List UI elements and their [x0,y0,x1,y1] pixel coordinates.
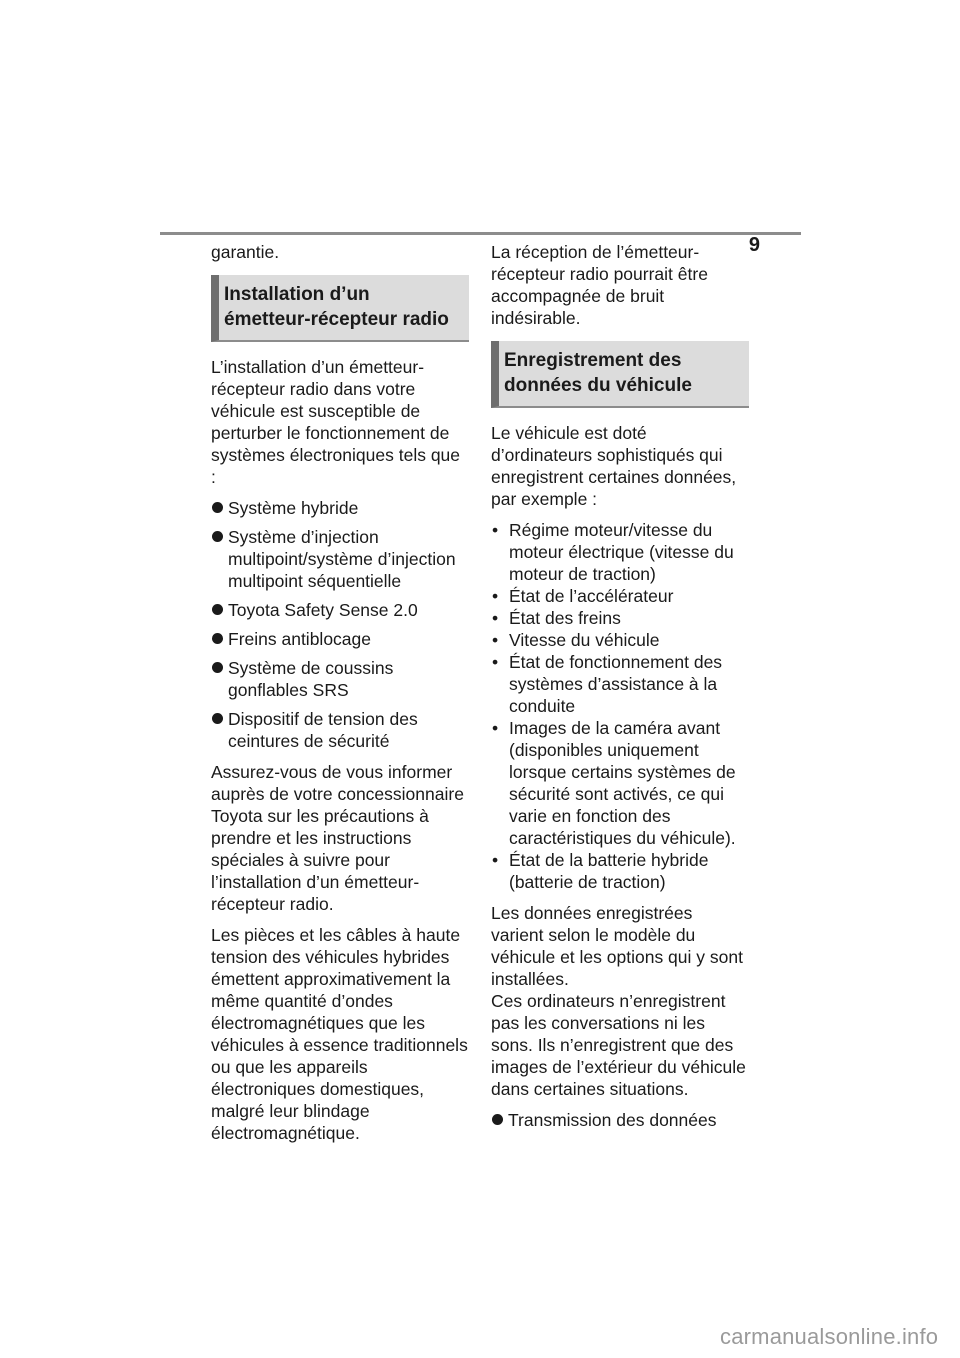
right-column [491,241,749,1140]
page-number: 9 [748,234,760,256]
list-item: Système d’injection multipoint/système d’injection multipoint séquentielle [211,526,469,592]
list-item: Système de coussins gonflables SRS [211,657,469,701]
section-paragraph: Les pièces et les câbles à haute tension des véhicules hybrides émettent approximativement la même quantité d’ondes électromagnétiques que les véhicules à essence traditionnels ou que les appareils électroniques domestiques, malgré leur blindage électromagnétique. [211,925,468,1143]
continuation-paragraph: La réception de l’émetteur-récepteur radio pourrait être accompagnée de bruit indésirable. [491,242,708,328]
list-item: • État des freins [491,607,749,629]
transmission-list [491,1109,749,1131]
list-item: • Vitesse du véhicule [491,629,749,651]
section-title-vehicle-data: Enregistrement des données du véhicule [491,341,749,408]
section-paragraph: Assurez-vous de vous informer auprès de votre concessionnaire Toyota sur les précautions à prendre et les instructions spéciales à suivre pour l’installation d’un émetteur-récepteur radio. [211,762,464,914]
list-item: • Images de la caméra avant (disponibles uniquement lorsque certains systèmes de sécurité sont activés, ce qui varie en fonction des caractéristiques du véhicule). [491,717,749,849]
watermark: carmanualsonline.info [720,1324,939,1349]
list-item: Transmission des données [491,1109,749,1131]
section-title-radio-installation: Installation d’un émetteur-récepteur radio [211,275,469,342]
list-item: Freins antiblocage [211,628,469,650]
list-item: • État de l’accélérateur [491,585,749,607]
section-paragraph: Les données enregistrées varient selon le modèle du véhicule et les options qui y sont installées. [491,903,743,989]
intro-fragment: garantie. [211,242,280,262]
list-item: Toyota Safety Sense 2.0 [211,599,469,621]
section-paragraph: Le véhicule est doté d’ordinateurs sophistiqués qui enregistrent certaines données, par exemple : [491,423,737,509]
left-column [211,241,469,1153]
list-item: Dispositif de tension des ceintures de sécurité [211,708,469,752]
list-item: • Régime moteur/vitesse du moteur électrique (vitesse du moteur de traction) [491,519,749,585]
list-item: • État de la batterie hybride (batterie de traction) [491,849,749,893]
list-item: Système hybride [211,497,469,519]
systems-list [211,497,469,752]
section-paragraph: L’installation d’un émetteur-récepteur radio dans votre véhicule est susceptible de perturber le fonctionnement de systèmes électroniques tels que : [211,357,461,487]
header-rule [160,232,801,235]
section-paragraph: Ces ordinateurs n’enregistrent pas les conversations ni les sons. Ils n’enregistrent que des images de l’extérieur du véhicule dans certaines situations. [491,991,746,1099]
list-item: • État de fonctionnement des systèmes d’assistance à la conduite [491,651,749,717]
recorded-items-list [491,519,749,893]
